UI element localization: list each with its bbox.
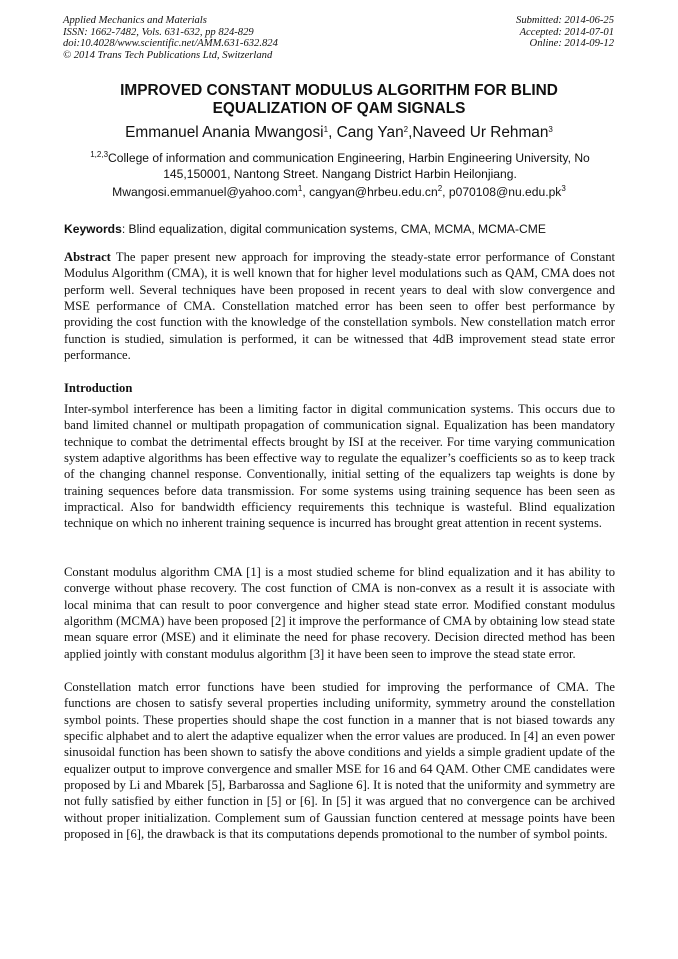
author-sup: 2: [403, 125, 409, 134]
title-line: EQUALIZATION OF QAM SIGNALS: [212, 100, 466, 117]
affiliation: [70, 150, 610, 182]
email-link[interactable]: p070108@nu.edu.pk: [448, 185, 562, 199]
author: Emmanuel Anania Mwangosi: [125, 124, 324, 141]
dates: [516, 15, 614, 50]
authors: Emmanuel Anania Mwangosi$^1$, Cang Yan$^2$,Naveed Ur Rehman$^3$: [125, 124, 553, 141]
submitted-date: Submitted: 2014-06-25: [516, 15, 614, 26]
abstract-text: The paper present new approach for improving the steady-state error performance of Constant Modulus Algorithm (CMA), it is well known that for higher level modulations such as QAM, CMA does not perform well. Several techniques have been proposed in recent years to deal with slow convergence and MSE performance of CMA. Constellation matched error has been seen to offer best performance by providing the cost function with the knowledge of the constellation symbols. New constellation match error function is studied, simulation is performed, it can be witnessed that 4dB improvement stead state error performance.: [64, 250, 615, 363]
email-link[interactable]: cangyan@hrbeu.edu.cn: [309, 185, 438, 199]
paper-title: [0, 82, 678, 118]
paragraph: Inter-symbol interference has been a limiting factor in digital communication systems. This occurs due to band limited channel or multipath propagation of communication signal. Equalization has been mandatory technique to combat the detrimental effects brought by ISI at the receiver. For time varying communication system adaptive algorithms has been effective way to regulate the equalizer’s coefficients so as to keep track of the changing channel response. Conventionally, initial setting of the equalizers tap weights is done by training sequences before data transmission. For some systems using training sequence has been seen as impractical. Also for bandwidth efficiency requirements this technique is wasteful. Blind equalization technique on which no inherent training sequence is incurred has brought great attention in recent systems.: [64, 402, 615, 531]
doi: doi:10.4028/www.scientific.net/AMM.631-632.824: [63, 38, 278, 50]
keywords-text: : Blind equalization, digital communication systems, CMA, MCMA, MCMA-CME: [121, 222, 546, 236]
online-date: Online: 2014-09-12: [529, 38, 614, 50]
keywords: [64, 222, 546, 236]
abstract-label: Abstract: [64, 250, 111, 264]
journal-name: Applied Mechanics and Materials: [63, 15, 207, 26]
issn: ISSN: 1662-7482, Vols. 631-632, pp 824-829: [63, 26, 254, 38]
accepted-date: Accepted: 2014-07-01: [519, 26, 614, 38]
email-sup: 1: [297, 184, 303, 193]
emails: Mwangosi.emmanuel@yahoo.com$^1$, $cangyan@hrbeu.edu.cn^2$, $p070108@nu.edu.pk^3$: [112, 184, 566, 199]
title-line: IMPROVED CONSTANT MODULUS ALGORITHM FOR BLIND: [120, 82, 558, 99]
author: Naveed Ur Rehman: [412, 124, 549, 141]
author: Cang Yan: [336, 124, 404, 141]
author-sup: 3: [548, 125, 553, 134]
email-link[interactable]: Mwangosi.emmanuel@yahoo.com: [112, 185, 298, 199]
abstract: [64, 249, 615, 363]
journal-info: [63, 15, 278, 61]
section-heading: Introduction: [64, 381, 133, 395]
email-sup: 2: [437, 184, 443, 193]
author-sup: 1: [323, 125, 329, 134]
affil-sup: 1,2,3: [90, 150, 109, 159]
copyright: © 2014 Trans Tech Publications Ltd, Switzerland: [63, 49, 273, 61]
paragraph: Constellation match error functions have been studied for improving the performance of CMA. The functions are chosen to satisfy several properties including uniformity, symmetry around the constellation symbol points. These properties should shape the cost function in a manner that is not biased towards any specific alphabet and to alert the adaptive equalizer when the error values are produced. In [4] an even power sinusoidal function has been shown to satisfy the above conditions and yields a simple gradient update of the equalizer output to improve convergence and smaller MSE for 16 and 64 QAM. Other CME candidates were proposed by Li and Mbarek [5], Barbarossa and Saglione 6]. It is noted that the uniformity and symmetry are not fully satisfied by either function in [5] or [6]. In [5] it was argued that no convergence can be archived without proper initialization. Complement sum of Gaussian function centered at message points have been proposed in [6], the drawback is that its computations depends promotional to the number of symbol points.: [64, 680, 615, 842]
keywords-label: Keywords: [64, 222, 122, 236]
paragraph: Constant modulus algorithm CMA [1] is a most studied scheme for blind equalization and it has ability to converge without phase recovery. The cost function of CMA is non-convex as a result it is associate with local minima that can result to poor convergence and higher stead state error. Modified constant modulus algorithm (MCMA) have been proposed [2] it improve the performance of CMA by obtaining low stead state mean square error (MSE) and it eliminate the need for phase recovery. Decision directed method has been applied jointly with constant modulus algorithm [3] it have been seen to improve the stead state error.: [64, 565, 615, 661]
affil-text: College of information and communication Engineering, Harbin Engineering University, No 145,150001, Nantong Street. Nangang District Harbin Heilonjiang.: [108, 151, 590, 181]
email-sup: 3: [561, 184, 566, 193]
